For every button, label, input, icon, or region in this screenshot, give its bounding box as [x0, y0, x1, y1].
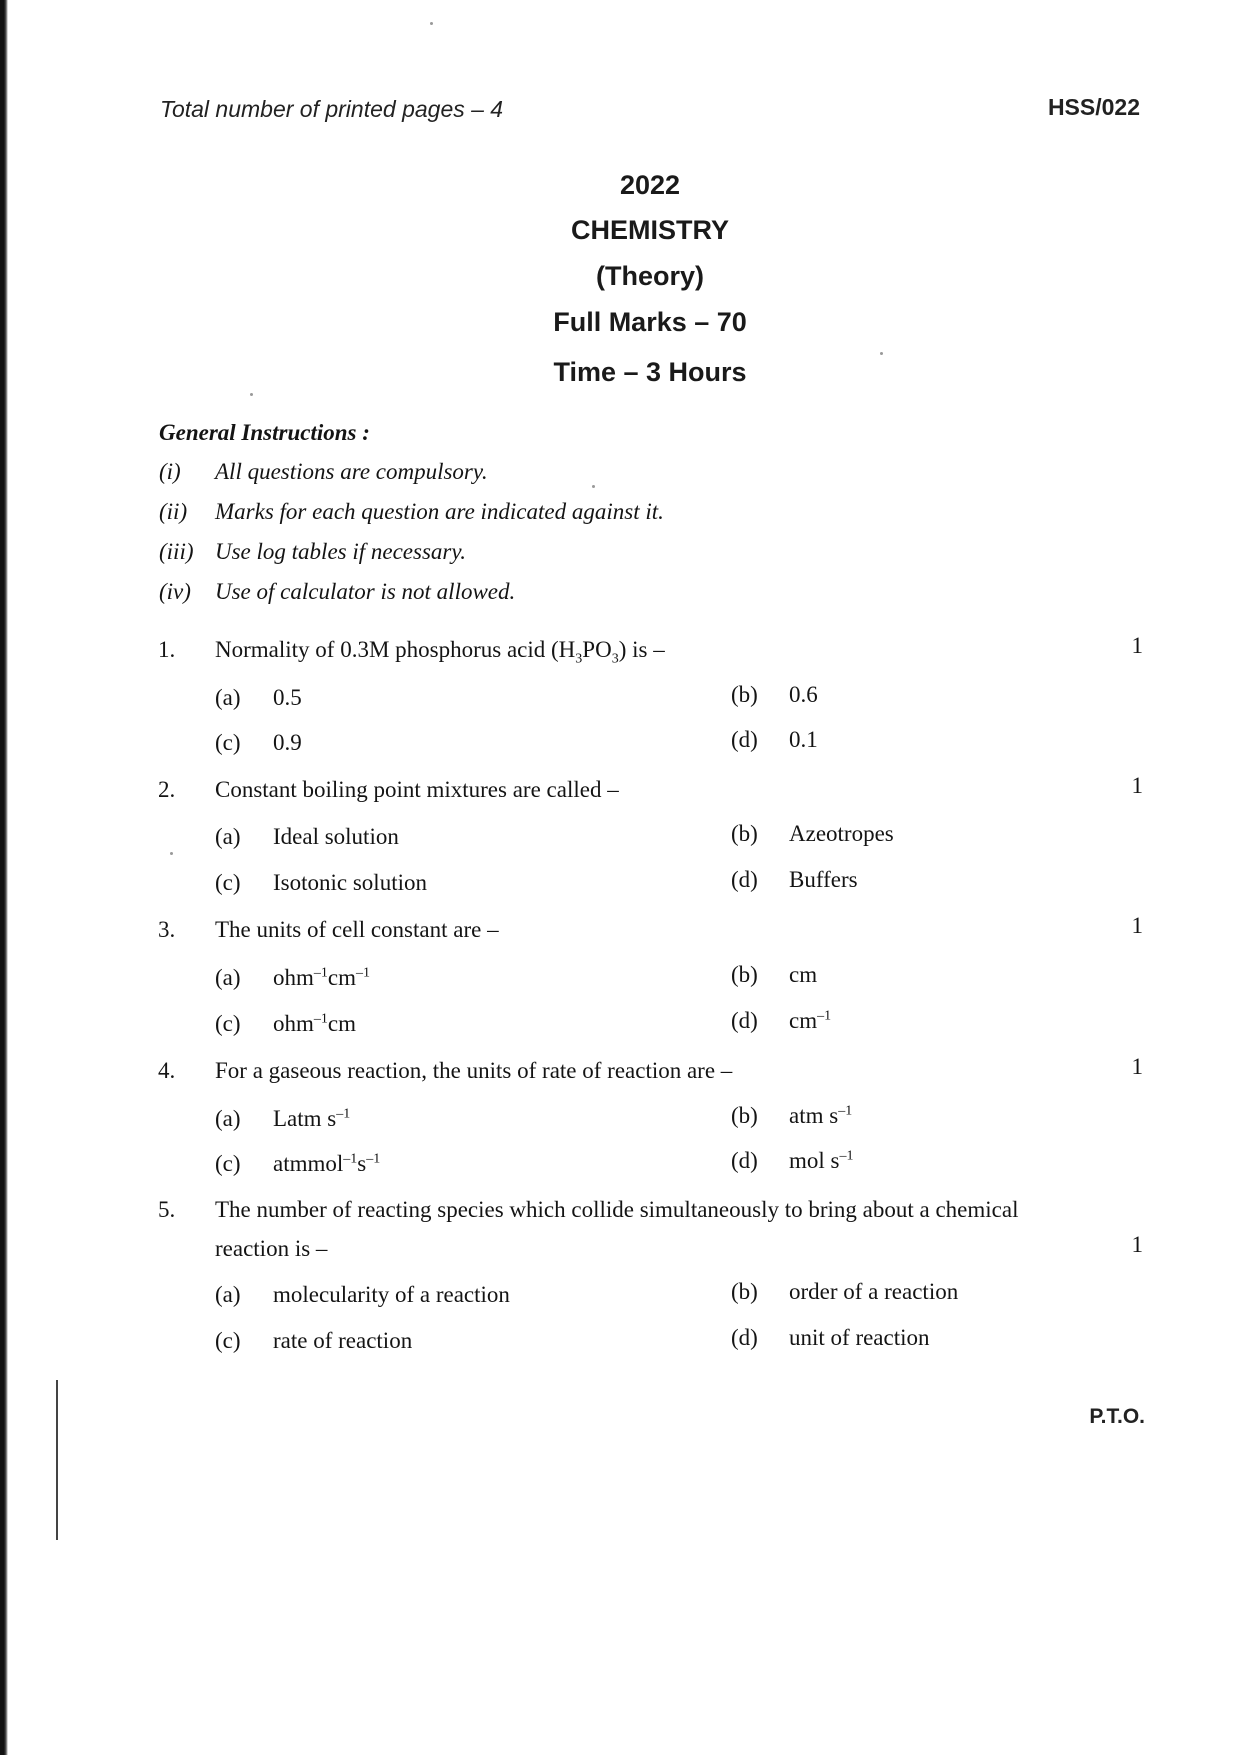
scan-speck [880, 352, 883, 355]
question-2 [158, 777, 619, 803]
scan-speck [170, 852, 173, 855]
question-number: 5. [158, 1197, 176, 1222]
scan-speck [430, 22, 433, 25]
question-text: The number of reacting species which collide simultaneously to bring about a chemical [215, 1197, 1019, 1222]
option-a: (a) Latm $s^{-1}$ [215, 1106, 351, 1131]
instruction-text: Use of calculator is not allowed. [215, 579, 516, 604]
option-a: (a) $ohm^{-1}cm^{-1}$ [215, 965, 370, 990]
option-d: (d) unit of reaction [731, 1325, 930, 1350]
instruction-text: Use log tables if necessary. [215, 539, 467, 564]
instruction-number: (iv) [159, 579, 191, 604]
scan-edge-shadow [0, 0, 8, 1755]
option-c: (c) $atmmol^{-1}s^{-1}$ [215, 1151, 381, 1176]
question-number: 4. [158, 1058, 176, 1083]
instruction-item [159, 579, 515, 605]
option-d: (d) Buffers [731, 867, 858, 892]
question-marks: 1 [1131, 913, 1143, 938]
instruction-number: (ii) [159, 499, 188, 524]
instruction-number: (i) [159, 459, 181, 484]
paper-code: HSS/022 [1047, 94, 1140, 120]
question-marks: 1 [1131, 773, 1143, 798]
option-b: (b) atm $s^{-1}$ [731, 1103, 853, 1128]
option-b: (b) Azeotropes [731, 821, 894, 846]
instructions-heading: General Instructions : [159, 420, 370, 445]
question-marks: 1 [1131, 633, 1143, 658]
question-number: 1. [158, 637, 176, 662]
question-5 [158, 1197, 1018, 1223]
exam-time: Time – 3 Hours [553, 357, 747, 387]
question-number: 2. [158, 777, 176, 802]
margin-mark [56, 1380, 58, 1540]
exam-paper-type: (Theory) [596, 261, 704, 291]
question-5-continued: reaction is – [215, 1236, 328, 1261]
option-c: (c) rate of reaction [215, 1328, 413, 1353]
instruction-item [159, 499, 664, 525]
option-d: (d) mol $s^{-1}$ [731, 1148, 854, 1173]
instruction-item [159, 539, 466, 565]
option-a: (a) Ideal solution [215, 824, 399, 849]
scan-speck [592, 485, 595, 488]
option-c: (c) Isotonic solution [215, 870, 427, 895]
instruction-number: (iii) [159, 539, 194, 564]
option-d: (d) 0.1 [731, 727, 818, 752]
question-number: 3. [158, 917, 176, 942]
option-a: (a) molecularity of a reaction [215, 1282, 510, 1307]
question-marks: 1 [1131, 1054, 1143, 1079]
question-text: For a gaseous reaction, the units of rate of reaction are – [215, 1058, 733, 1083]
question-4 [158, 1058, 732, 1084]
scan-speck [250, 393, 253, 396]
instruction-text: Marks for each question are indicated against it. [215, 499, 664, 524]
instruction-text: All questions are compulsory. [215, 459, 488, 484]
option-c: (c) 0.9 [215, 730, 302, 755]
option-b: (b) order of a reaction [731, 1279, 959, 1304]
option-b: (b) 0.6 [731, 682, 818, 707]
option-a: (a) 0.5 [215, 685, 302, 710]
question-text: Constant boiling point mixtures are called – [215, 777, 619, 802]
option-d: (d) $cm^{-1}$ [731, 1008, 832, 1033]
question-3 [158, 917, 499, 943]
option-b: (b) cm [731, 962, 818, 987]
page-turn-note: P.T.O. [1089, 1405, 1145, 1428]
printed-pages-note: Total number of printed pages – 4 [160, 96, 504, 122]
question-text: Normality of 0.3M phosphorus acid $(H_3PO_3)$ is – [215, 637, 665, 667]
instruction-item [159, 459, 488, 485]
full-marks: Full Marks – 70 [553, 307, 747, 337]
exam-year: 2022 [619, 170, 681, 200]
question-marks: 1 [1131, 1232, 1143, 1257]
exam-subject: CHEMISTRY [570, 215, 729, 245]
question-1 [158, 637, 665, 668]
question-text: The units of cell constant are – [215, 917, 499, 942]
option-c: (c) ohm$^{-1}$cm [215, 1011, 356, 1036]
